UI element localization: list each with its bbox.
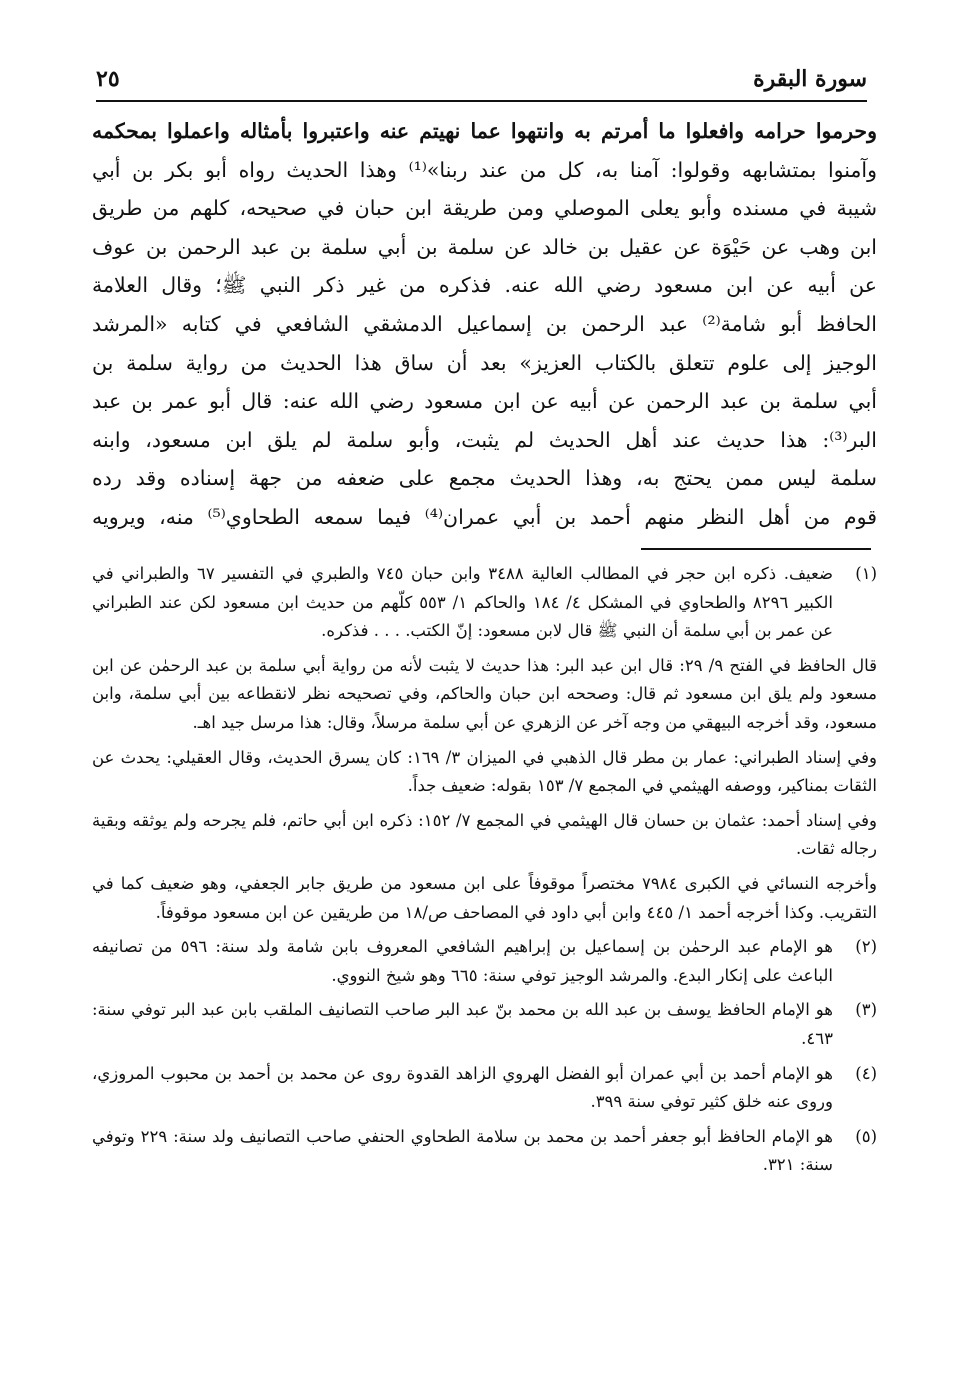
footnote-4 [92,1060,877,1117]
footnote-text: هو الإمام الحافظ يوسف بن عبد الله بن محمد بنّ عبد البر صاحب التصانيف الملقب بابن عبد البر توفي سنة: ٤٦٣. [92,1000,833,1048]
main-text [92,112,877,537]
text-line-11: قوم من أهل النظر منهم أحمد بن أبي عمران⁽⁴⁾ فيما سمعه الطحاوي⁽⁵⁾ منه، ويرويه [92,504,877,529]
surah-title: سورة البقرة [753,66,867,92]
text-line-4: ابن وهب عن حَيْوَة عن عقيل بن خالد عن سلمة بن أبي سلمة بن عبد الرحمن بن عوف [92,234,877,259]
text-line-3: شيبة في مسنده وأبو يعلى الموصلي ومن طريقة ابن حبان في صحيحه، كلهم من طريق [92,196,877,221]
text-line-9: البر⁽³⁾: هذا حديث عند أهل الحديث لم يثبت، وأبو سلمة لم يلق ابن مسعود، وابنه [92,427,877,452]
footnote-text: وفي إسناد الطبراني: عمار بن مطر قال الذهبي في الميزان ٣/ ١٦٩: كان يسرق الحديث، وقال العقيلي: يحدث عن الثقات بمناكير، ووصفه الهيثمي في المجمع ٧/ ١٥٣ بقوله: ضعيف جداً. [92,747,878,796]
footnote-text: هو الإمام الحافظ أبو جعفر أحمد بن محمد بن سلامة الطحاوي الحنفي صاحب التصانيف ولد سنة: ٢٢٩ وتوفي سنة: ٣٢١. [92,1126,833,1175]
footnote-1 [92,560,877,646]
footnotes [92,560,877,1186]
text-line-2: وآمنوا بمتشابهه وقولوا: آمنا به، كل من عند ربنا»⁽¹⁾ وهذا الحديث رواه أبو بكر بن أبي [92,157,877,182]
footnote-number: (٣) [855,1000,877,1020]
text-line-10: سلمة ليس ممن يحتج به، وهذا الحديث مجمع على ضعفه من جهة إسناده وقد رده [92,466,877,491]
footnote-text: هو الإمام عبد الرحمٰن بن إسماعيل بن إبراهيم الشافعي المعروف بابن شامة ولد سنة: ٥٩٦ من تصانيفه الباعث على إنكار البدع. والمرشد الوجيز توفي سنة: ٦٦٥ وهو شيخ النووي. [92,937,833,985]
footnote-text: هو الإمام أحمد بن أبي عمران أبو الفضل الهروي الزاهد القدوة روى عن محمد بن أحمد بن محبوب المروزي، وروى عنه خلق كثير توفي سنة ٣٩٩. [92,1063,833,1112]
footnote-number: (٥) [855,1126,877,1146]
footnote-1-comment-1 [92,652,877,738]
footnote-text: وأخرجه النسائي في الكبرى ٧٩٨٤ مختصراً موقوفاً على ابن مسعود من طريق جابر الجعفي، وهو ضعيف كما في التقريب. وكذا أخرجه أحمد ١/ ٤٤٥ وابن أبي داود في المصاحف ص/١٨ من طريقين عن ابن مسعود موقوفاً. [92,873,877,922]
footnote-text: قال الحافظ في الفتح ٩/ ٢٩: قال ابن عبد البر: هذا حديث لا يثبت لأنه من رواية أبي سلمة بن عبد الرحمٰن عن ابن مسعود ولم يلق ابن مسعود ثم قال: وصححه ابن حبان والحاكم، وفي تصحيحه نظر لانقطاعه بين أبي سلمة، وابن مسعود، وقد أخرجه البيهقي من وجه آخر عن الزهري عن أبي سلمة مرسلاً، وقال: هذا مرسل جيد اهـ. [92,655,877,732]
footnote-1-comment-4 [92,870,877,927]
page-number: ٢٥ [96,66,120,92]
text-line-5: عن أبيه عن ابن مسعود رضي الله عنه. فذكره من غير ذكر النبي ﷺ؛ وقال العلامة [92,273,877,298]
text-line-6: الحافظ أبو شامة⁽²⁾ عبد الرحمن بن إسماعيل الدمشقي الشافعي في كتابه «المرشد [92,311,877,336]
footnote-number: (٢) [855,937,877,957]
text-line-8: أبي سلمة بن عبد الرحمن عن أبيه عن ابن مسعود رضي الله عنه: قال أبو عمر بن عبد [92,389,877,414]
footnote-1-comment-2 [92,744,877,801]
footnote-5 [92,1123,877,1180]
header-rule [96,100,867,102]
text-line-7: الوجيز إلى علوم تتعلق بالكتاب العزيز» بعد أن ساق هذا الحديث من رواية سلمة بن [92,350,877,375]
footnote-number: (٤) [855,1063,877,1083]
footnote-separator [641,548,871,550]
footnote-number: (١) [855,564,877,583]
footnote-3 [92,996,877,1053]
footnote-2 [92,933,877,990]
footnote-text: ضعيف. ذكره ابن حجر في المطالب العالية ٣٤٨٨ وابن حبان ٧٤٥ والطبري في التفسير ٦٧ والطبراني في الكبير ٨٢٩٦ والطحاوي في المشكل ٤/ ١٨٤ والحاكم ١/ ٥٥٣ كلّهم من حديث ابن مسعود لكن عند الطبراني عن عمر بن أبي سلمة أن النبي ﷺ قال لابن مسعود: إنّ الكتب. . . . فذكره. [92,564,833,641]
text-line-1: وحرموا حرامه وافعلوا ما أمرتم به وانتهوا عما نهيتم عنه واعتبروا بأمثاله واعملوا بمحكمه [92,119,877,143]
footnote-text: وفي إسناد أحمد: عثمان بن حسان قال الهيثمي في المجمع ٧/ ١٥٢: ذكره ابن أبي حاتم، فلم يجرحه ولم يوثقه وبقية رجاله ثقات. [92,810,877,859]
page-header [96,60,867,102]
footnote-1-comment-3 [92,807,877,864]
